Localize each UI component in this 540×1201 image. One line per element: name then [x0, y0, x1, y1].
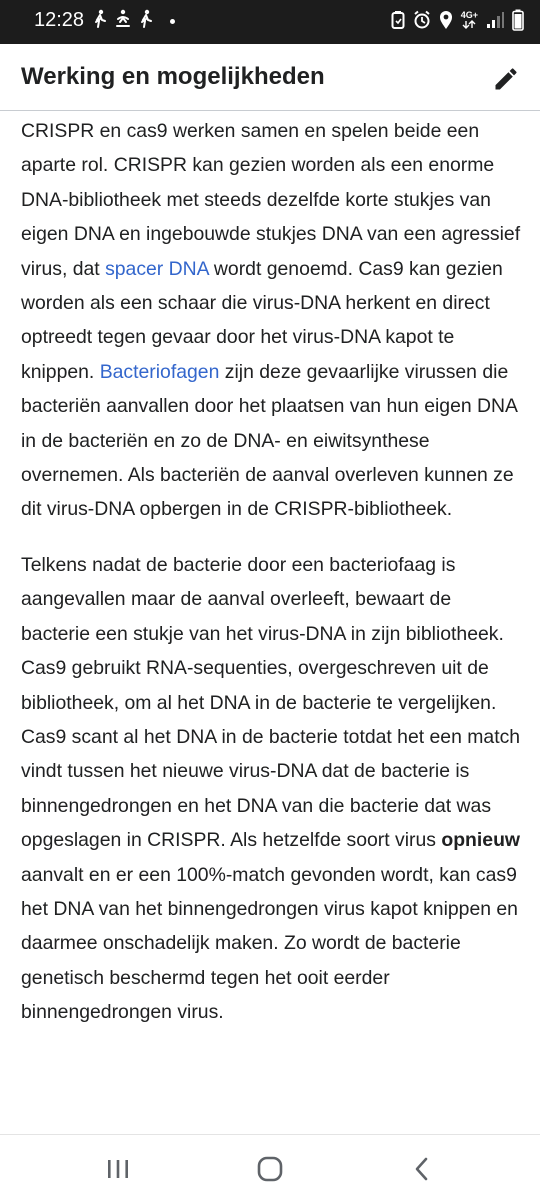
- location-icon: [439, 10, 453, 30]
- walk-icon: [138, 9, 154, 29]
- dot-icon: [170, 19, 175, 24]
- section-header: [0, 44, 540, 111]
- paragraph: CRISPR en cas9 werken samen en spelen beide een aparte rol. CRISPR kan gezien worden als een enorme DNA-bibliotheek met steeds dezelfde korte stukjes van eigen DNA en ingebouwde stukjes DNA van een agressief virus, dat spacer DNA wordt genoemd. Cas9 kan gezien worden als een schaar die virus-DNA herkent en direct optreedt tegen gevaar door het virus-DNA kapot te knippen. Bacteriofagen zijn deze gevaarlijke virussen die bacteriën aanvallen door het plaatsen van hun eigen DNA in de bacteriën en zo de DNA- en eiwitsynthese overnemen. Als bacteriën de aanval overleven kunnen ze dit virus-DNA opbergen in de CRISPR-bibliotheek.: [21, 120, 521, 521]
- walk-icon: [92, 9, 108, 29]
- battery-icon: [512, 9, 524, 31]
- storage-icon: [391, 10, 405, 30]
- paragraph: Telkens nadat de bacterie door een bacteriofaag is aangevallen maar de aanval overleeft, bewaart de bacterie een stukje van het virus-DNA in zijn bibliotheek. Cas9 gebruikt RNA-sequenties, overgeschreven uit de bibliotheek, om al het DNA in de bacterie te vergelijken. Cas9 scant al het DNA in de bacterie totdat het een match vindt tussen het nieuwe virus-DNA dat de bacterie is binnengedrongen en het DNA van die bacterie dat was opgeslagen in CRISPR. Als hetzelfde soort virus opnieuw aanvalt en er een 100%-match gevonden wordt, kan cas9 het DNA van het binnengedrongen virus kapot knippen en daarmee onschadelijk maken. Zo wordt de bacterie genetisch beschermd tegen het ooit eerder binnengedrongen virus.: [21, 553, 521, 1024]
- edit-section-button[interactable]: [492, 65, 520, 93]
- bold-text: opnieuw: [441, 829, 520, 852]
- activity-icon: [114, 9, 132, 29]
- back-icon: [413, 1157, 431, 1181]
- back-button[interactable]: [404, 1151, 440, 1187]
- link-bacteriofagen[interactable]: Bacteriofagen: [99, 360, 220, 383]
- home-button[interactable]: [252, 1151, 288, 1187]
- navigation-bar: [0, 1134, 540, 1201]
- article-content: [21, 114, 521, 1051]
- section-title: Werking en mogelijkheden: [21, 63, 325, 90]
- link-spacer-dna[interactable]: spacer DNA: [105, 257, 209, 280]
- pencil-icon: [492, 65, 520, 93]
- status-bar: [0, 0, 540, 44]
- notification-icons: [92, 9, 175, 29]
- recent-apps-icon: [106, 1158, 130, 1180]
- home-icon: [256, 1155, 284, 1183]
- system-icons: [391, 9, 524, 31]
- status-time: 12:28: [34, 9, 85, 31]
- alarm-icon: [413, 10, 431, 30]
- recent-apps-button[interactable]: [100, 1151, 136, 1187]
- signal-icon: [486, 11, 504, 29]
- network-type: 4G+: [461, 11, 478, 29]
